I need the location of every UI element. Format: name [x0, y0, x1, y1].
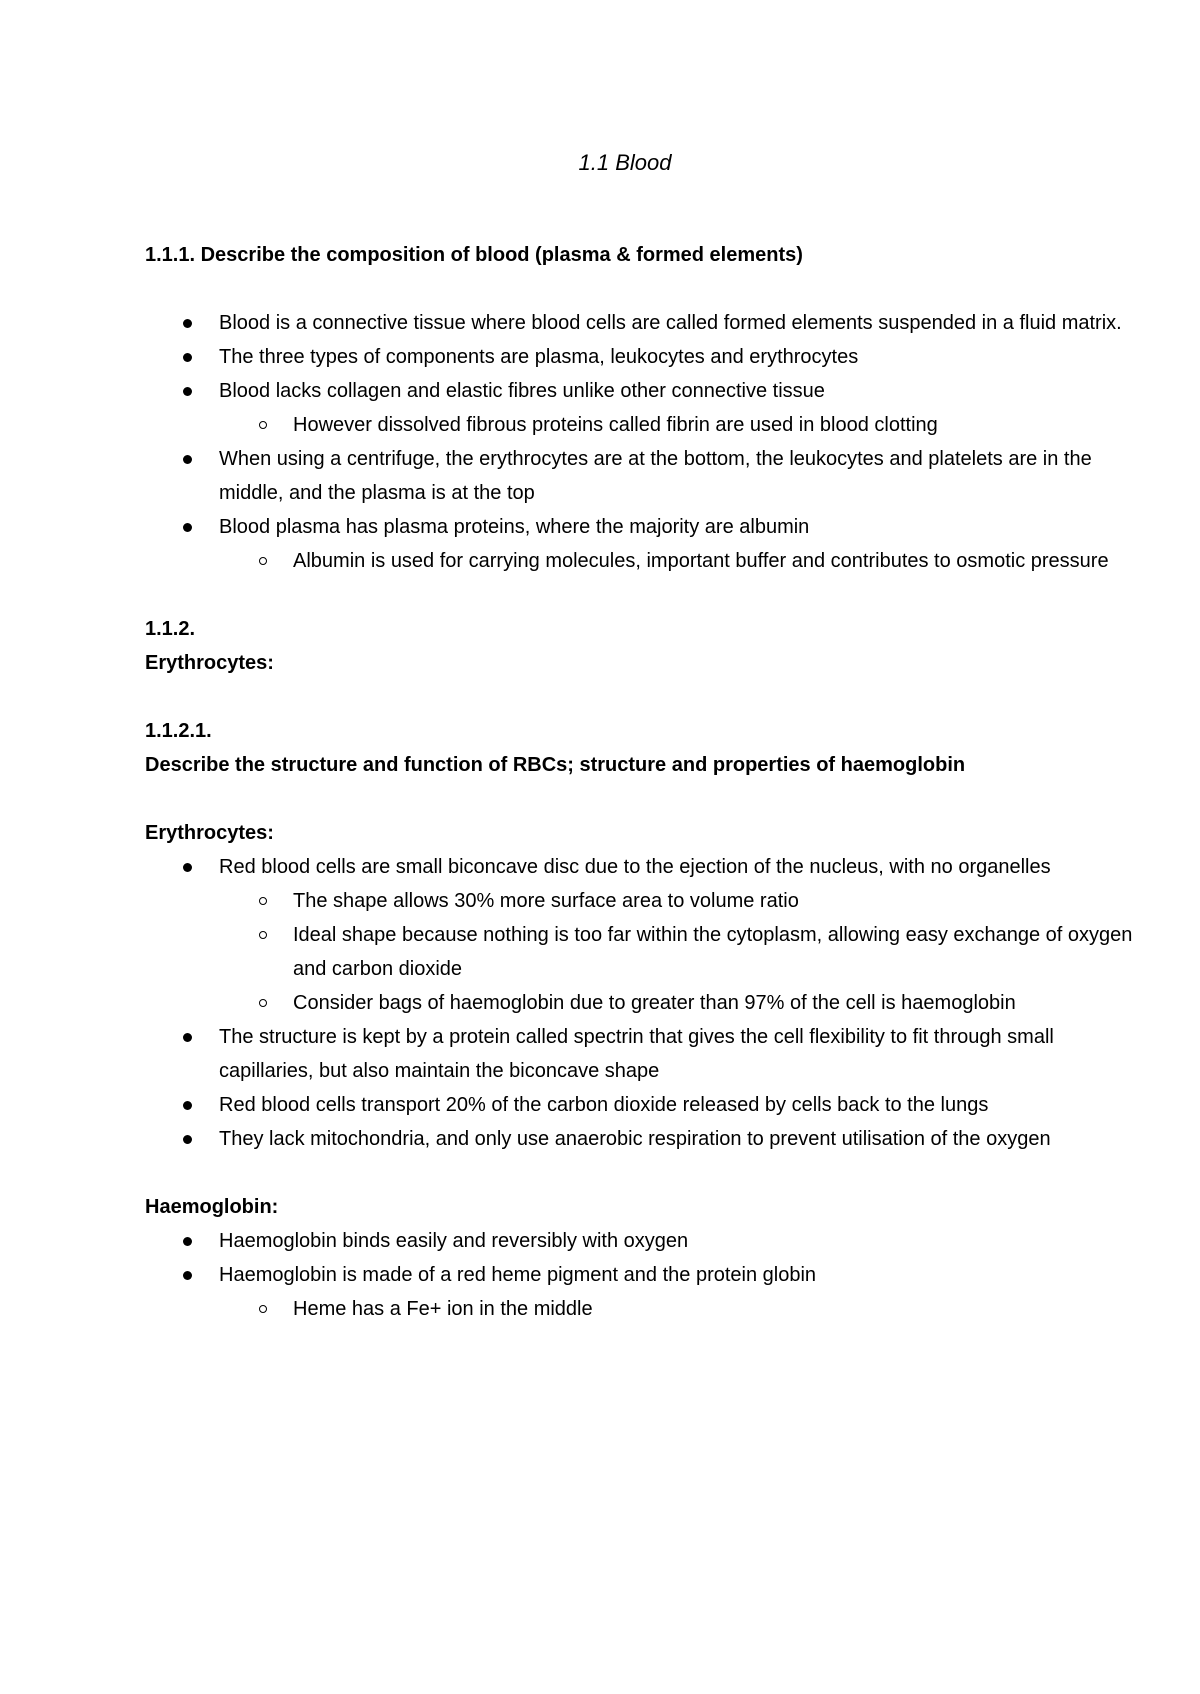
bullet-icon [183, 1033, 192, 1042]
list-item-text: Blood is a connective tissue where blood cells are called formed elements suspended in a fluid matrix. [219, 312, 1122, 334]
list-item-text: Haemoglobin binds easily and reversibly with oxygen [219, 1230, 689, 1252]
erythrocytes-list [145, 850, 1133, 1156]
haemoglobin-heading: Haemoglobin: [145, 1196, 279, 1218]
list-item [145, 306, 1139, 340]
bullet-icon [183, 455, 192, 464]
list-item [145, 340, 1139, 374]
sub-list [219, 1292, 1139, 1326]
sub-list-item-text: Ideal shape because nothing is too far within the cytoplasm, allowing easy exchange of oxygen and carbon dioxide [293, 924, 1133, 980]
sub-list-item-text: Consider bags of haemoglobin due to greater than 97% of the cell is haemoglobin [293, 992, 1016, 1014]
list-item [145, 850, 1139, 1020]
sub-list-item [219, 986, 1139, 1020]
list-item [145, 374, 1139, 442]
haemoglobin-list [145, 1224, 1080, 1326]
section-heading-1-1-2: Erythrocytes: [145, 652, 274, 674]
circle-bullet-icon [259, 557, 267, 565]
list-item [145, 1122, 1139, 1156]
sub-list [219, 408, 1139, 442]
section-number-1-1-2: 1.1.2. [145, 618, 196, 640]
section-heading-1-1-1: 1.1.1. Describe the composition of blood (plasma & formed elements) [145, 244, 803, 266]
sub-list-item-text: Albumin is used for carrying molecules, important buffer and contributes to osmotic pressure [293, 550, 1109, 572]
list-item-text: Haemoglobin is made of a red heme pigment and the protein globin [219, 1264, 817, 1286]
list-item-text: Blood plasma has plasma proteins, where the majority are albumin [219, 516, 810, 538]
sub-list [219, 544, 1139, 578]
bullet-icon [183, 1271, 192, 1280]
circle-bullet-icon [259, 931, 267, 939]
sub-list-item [219, 918, 1139, 986]
sub-list-item [219, 544, 1139, 578]
sub-list-item [219, 408, 1139, 442]
bullet-icon [183, 523, 192, 532]
bullet-icon [183, 1237, 192, 1246]
circle-bullet-icon [259, 999, 267, 1007]
list-item [145, 1258, 1139, 1326]
sub-list-item [219, 884, 1139, 918]
list-item [145, 442, 1139, 510]
sub-list-item-text: However dissolved fibrous proteins called fibrin are used in blood clotting [293, 414, 938, 436]
bullet-icon [183, 387, 192, 396]
document-title: 1.1 Blood [578, 150, 672, 175]
section-heading-1-1-2-1: Describe the structure and function of RBCs; structure and properties of haemoglobin [145, 754, 966, 776]
sub-list-item [219, 1292, 1139, 1326]
bullet-icon [183, 353, 192, 362]
list-item [145, 510, 1139, 578]
list-item-text: The three types of components are plasma, leukocytes and erythrocytes [219, 346, 859, 368]
list-item-text: Red blood cells transport 20% of the carbon dioxide released by cells back to the lungs [219, 1094, 989, 1116]
list-item [145, 1088, 1139, 1122]
sub-list-item-text: Heme has a Fe+ ion in the middle [293, 1298, 593, 1320]
sub-list [219, 884, 1139, 1020]
bullet-icon [183, 319, 192, 328]
list-item-text: Blood lacks collagen and elastic fibres unlike other connective tissue [219, 380, 825, 402]
list-item-text: They lack mitochondria, and only use anaerobic respiration to prevent utilisation of the oxygen [219, 1128, 1051, 1150]
circle-bullet-icon [259, 897, 267, 905]
list-item-text: The structure is kept by a protein called spectrin that gives the cell flexibility to fit through small capillaries, but also maintain the biconcave shape [219, 1026, 1054, 1082]
list-item [145, 1224, 1139, 1258]
erythrocytes-heading: Erythrocytes: [145, 822, 274, 844]
bullet-icon [183, 1101, 192, 1110]
circle-bullet-icon [259, 1305, 267, 1313]
circle-bullet-icon [259, 421, 267, 429]
bullet-icon [183, 1135, 192, 1144]
list-item [145, 1020, 1139, 1088]
sub-list-item-text: The shape allows 30% more surface area to volume ratio [293, 890, 799, 912]
list-item-text: Red blood cells are small biconcave disc due to the ejection of the nucleus, with no organelles [219, 856, 1051, 878]
section-number-1-1-2-1: 1.1.2.1. [145, 720, 212, 742]
composition-list [145, 306, 1122, 578]
bullet-icon [183, 863, 192, 872]
list-item-text: When using a centrifuge, the erythrocytes are at the bottom, the leukocytes and platelets are in the middle, and the plasma is at the top [219, 448, 1092, 504]
